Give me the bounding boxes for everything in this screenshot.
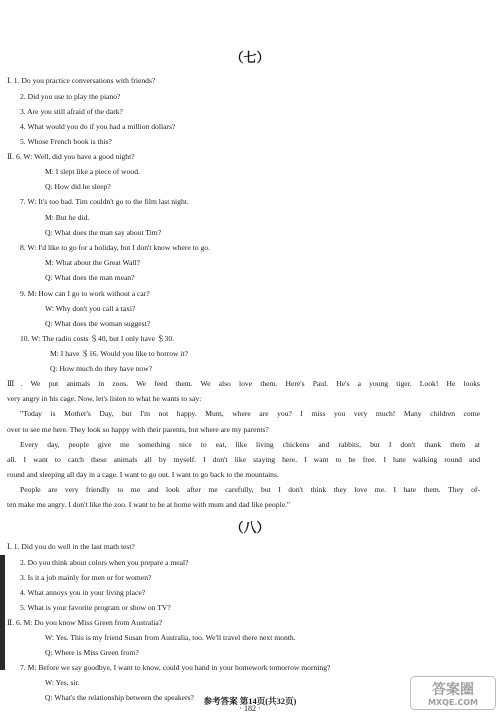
s7-line: 9. M: How can I go to work without a car? (20, 289, 150, 298)
s7-line: Ⅲ. We put animals in zoos. We feed them. We also love them. Here's Paul. He's a young tiger. Look! He looks (7, 379, 480, 388)
s7-line: Q: What does the man say about Tim? (45, 228, 162, 237)
watermark-text: 答案圈 (432, 682, 474, 698)
s8-line: 4. What annoys you in your living place? (20, 588, 146, 597)
s7-line: 7. W: It's too bad. Tim couldn't go to the film last night. (20, 197, 189, 206)
s8-line: 7. M: Before we say goodbye, I want to know, could you hand in your homework tomorrow morning? (20, 663, 331, 672)
s7-line: Q: What does the man mean? (45, 273, 135, 282)
s7-line: M: I slept like a piece of wood. (45, 167, 140, 176)
s7-line: W: Why don't you call a taxi? (45, 304, 136, 313)
s7-line: M: I have ＄16. Would you like to borrow it? (50, 349, 189, 358)
s7-line: M: What about the Great Wall? (45, 258, 141, 267)
s7-line: "Today is Mother's Day, but I'm not happy. Mum, where are you? I miss you very much! Many children come (20, 409, 480, 418)
s7-line: M: But he did. (45, 213, 90, 222)
footer-label: 参考答案 第14页(共32页) (203, 696, 297, 706)
s8-line: Ⅰ. 1. Did you do well in the last math test? (7, 542, 135, 551)
watermark-badge-icon (410, 676, 496, 710)
s7-line: Q: What does the woman suggest? (45, 319, 151, 328)
s7-line: Q: How much do they have now? (50, 364, 153, 373)
section-7-heading: （七） (230, 50, 270, 65)
s7-line: Ⅰ. 1. Do you practice conversations with friends? (7, 76, 156, 85)
s7-line: 3. Are you still afraid of the dark? (20, 107, 123, 116)
s7-line: very angry in his cage. Now, let's listen to what he wants to say: (7, 394, 202, 403)
s7-line: People are very friendly to me and look after me carefully, but I don't think they love me. I hate them. They of- (20, 485, 480, 494)
watermark-logo (410, 676, 496, 710)
s7-line: Q: How did he sleep? (45, 182, 111, 191)
s7-line: Ⅱ. 6. W: Well, did you have a good night? (7, 152, 135, 161)
s7-line: ten make me angry. I don't like the zoo. I want to be at home with mum and dad like people." (7, 500, 290, 509)
page-number: · 182 · (239, 704, 261, 713)
s8-line: Q: What's the relationship between the speakers? (45, 693, 194, 702)
s8-line: 3. Is it a job mainly for men or for women? (20, 573, 152, 582)
s7-line: 5. Whose French book is this? (20, 137, 112, 146)
binding-edge-mark (0, 555, 5, 670)
s8-line: 2. Do you think about colors when you prepare a meal? (20, 558, 189, 567)
s7-line: 10. W: The radio costs ＄40, but I only have ＄30. (20, 334, 175, 343)
watermark-url: MXQE.COM (427, 698, 479, 707)
s8-line: W: Yes, sir. (45, 678, 80, 687)
s8-line: Ⅱ. 6. M: Do you know Miss Green from Australia? (7, 618, 163, 627)
s7-line: Every day, people give me something nice to eat, like living chickens and rabbits, but I don't thank them at (20, 440, 480, 449)
s8-line: 5. What is your favorite program or show on TV? (20, 603, 171, 612)
s7-line: over to see me here. They look so happy with their parents, but where are my parents? (7, 425, 269, 434)
s7-line: 8. W: I'd like to go for a holiday, but I don't know where to go. (20, 243, 210, 252)
s7-line: 4. What would you do if you had a million dollars? (20, 122, 176, 131)
s7-line: 2. Did you use to play the piano? (20, 92, 121, 101)
section-8-heading: （八） (230, 520, 270, 535)
s8-line: W: Yes. This is my friend Susan from Australia, too. We'll travel there next month. (45, 633, 296, 642)
s8-line: Q: Where is Miss Green from? (45, 648, 139, 657)
s7-line: round and sleeping all day in a cage. I want to go out. I want to go back to the mountains. (7, 470, 279, 479)
s7-line: all. I want to catch these animals all by myself. I don't like staying here. I want to be free. I hate walking round and (7, 455, 480, 464)
